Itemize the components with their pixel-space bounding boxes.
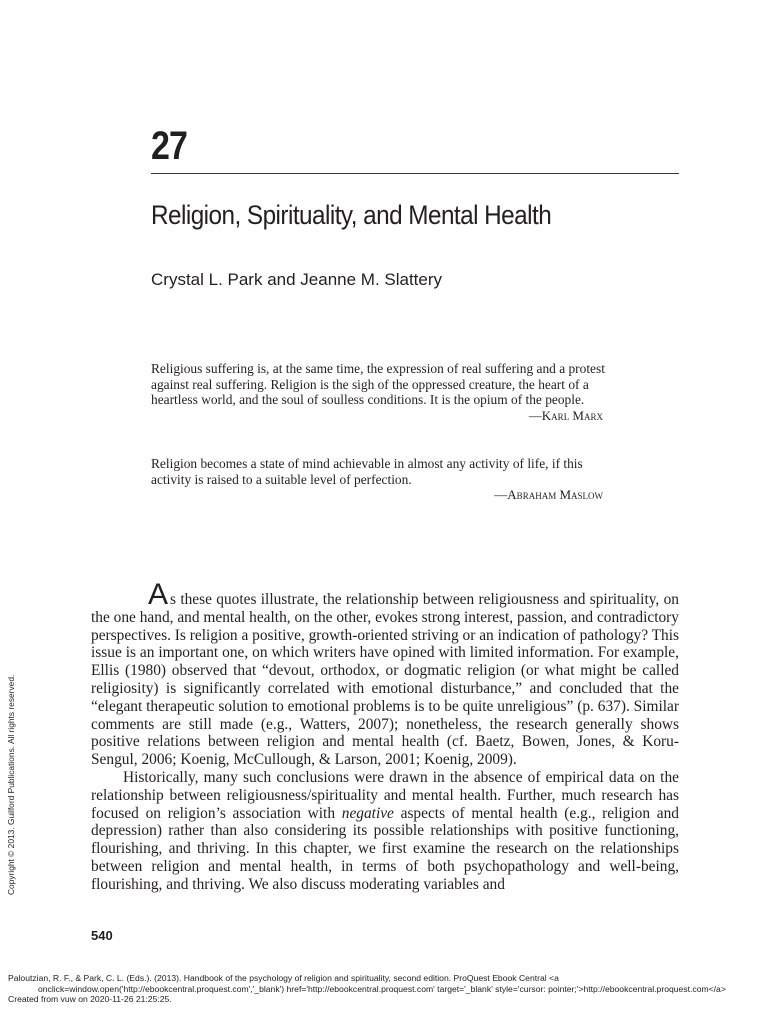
chapter-number: 27 (151, 124, 188, 168)
drop-cap: A (148, 578, 169, 611)
footer-line-2: onclick=window.open('http://ebookcentral.proquest.com','_blank') href='http://ebookcentral.proquest.com' target='_blank' style='cursor: pointer;'>http://ebookcentral.proquest.com</a> (38, 983, 726, 994)
epigraph-quote-2 (151, 456, 611, 503)
body-paragraph-1-text: s these quotes illustrate, the relationship between religiousness and spirituality, on the one hand, and mental health, on the other, evokes strong interest, passion, and contradictory perspectives. Is religion a positive, growth-oriented striving or an indication of pathology? This issue is an important one, on which writers have opined with limited information. For example, Ellis (1980) observed that “devout, orthodox, or dogmatic religion (or what might be called religiosity) is significantly correlated with emotional disturbance,” and concluded that the “elegant therapeutic solution to emotional problems is to be quite unreligious” (p. 637). Similar comments are still made (e.g., Watters, 2007); nonetheless, the research generally shows positive relations between religion and mental health (cf. Baetz, Bowen, Jones, & Koru-Sengul, 2006; Koenig, McCullough, & Larson, 2001; Koenig, 2009). (91, 591, 679, 769)
footer-line-1: Paloutzian, R. F., & Park, C. L. (Eds.). (2013). Handbook of the psychology of religion and spirituality, second edition. ProQuest Ebook Central <a (8, 973, 559, 983)
body-text (91, 578, 679, 894)
body-paragraph-2 (91, 769, 679, 894)
chapter-rule (151, 173, 679, 174)
epigraph-quote-1-attribution: —Karl Marx (528, 407, 603, 423)
epigraph-quote-2-text: Religion becomes a state of mind achievable in almost any activity of life, if this activity is raised to a suitable level of perfection. (151, 456, 583, 487)
body-paragraph-2-text-b: aspects of mental health (e.g., religion and depression) rather than also considering its possible relationships with positive functioning, flourishing, and thriving. In this chapter, we first examine the research on the relationships between religion and mental health, in terms of both psychopathology and well-being, flourishing, and thriving. We also discuss moderating variables and (91, 804, 679, 893)
epigraph-quote-2-attribution: —Abraham Maslow (494, 487, 603, 502)
body-paragraph-2-text-a: Historically, many such conclusions were drawn in the absence of empirical data on the relationship between religiousness/spirituality and mental health. Further, much research has focused on religion’s association with (91, 768, 679, 822)
side-copyright-notice: Copyright © 2013. Guilford Publications. All rights reserved. (6, 674, 16, 895)
page-number: 540 (91, 928, 113, 943)
footer-line-3: Created from vuw on 2020-11-26 21:25:25. (8, 994, 172, 1004)
chapter-authors: Crystal L. Park and Jeanne M. Slattery (151, 270, 443, 289)
body-paragraph-2-emphasis: negative (341, 804, 394, 822)
chapter-title: Religion, Spirituality, and Mental Health (151, 200, 552, 230)
body-paragraph-1 (91, 578, 679, 769)
epigraph-quote-1-text: Religious suffering is, at the same time, the expression of real suffering and a protest against real suffering. Religion is the sigh of the oppressed creature, the heart of a heartless world, and the soul of soulless conditions. It is the opium of the people. (151, 361, 605, 407)
epigraph-quote-1 (151, 361, 611, 423)
citation-footer (8, 973, 766, 1005)
